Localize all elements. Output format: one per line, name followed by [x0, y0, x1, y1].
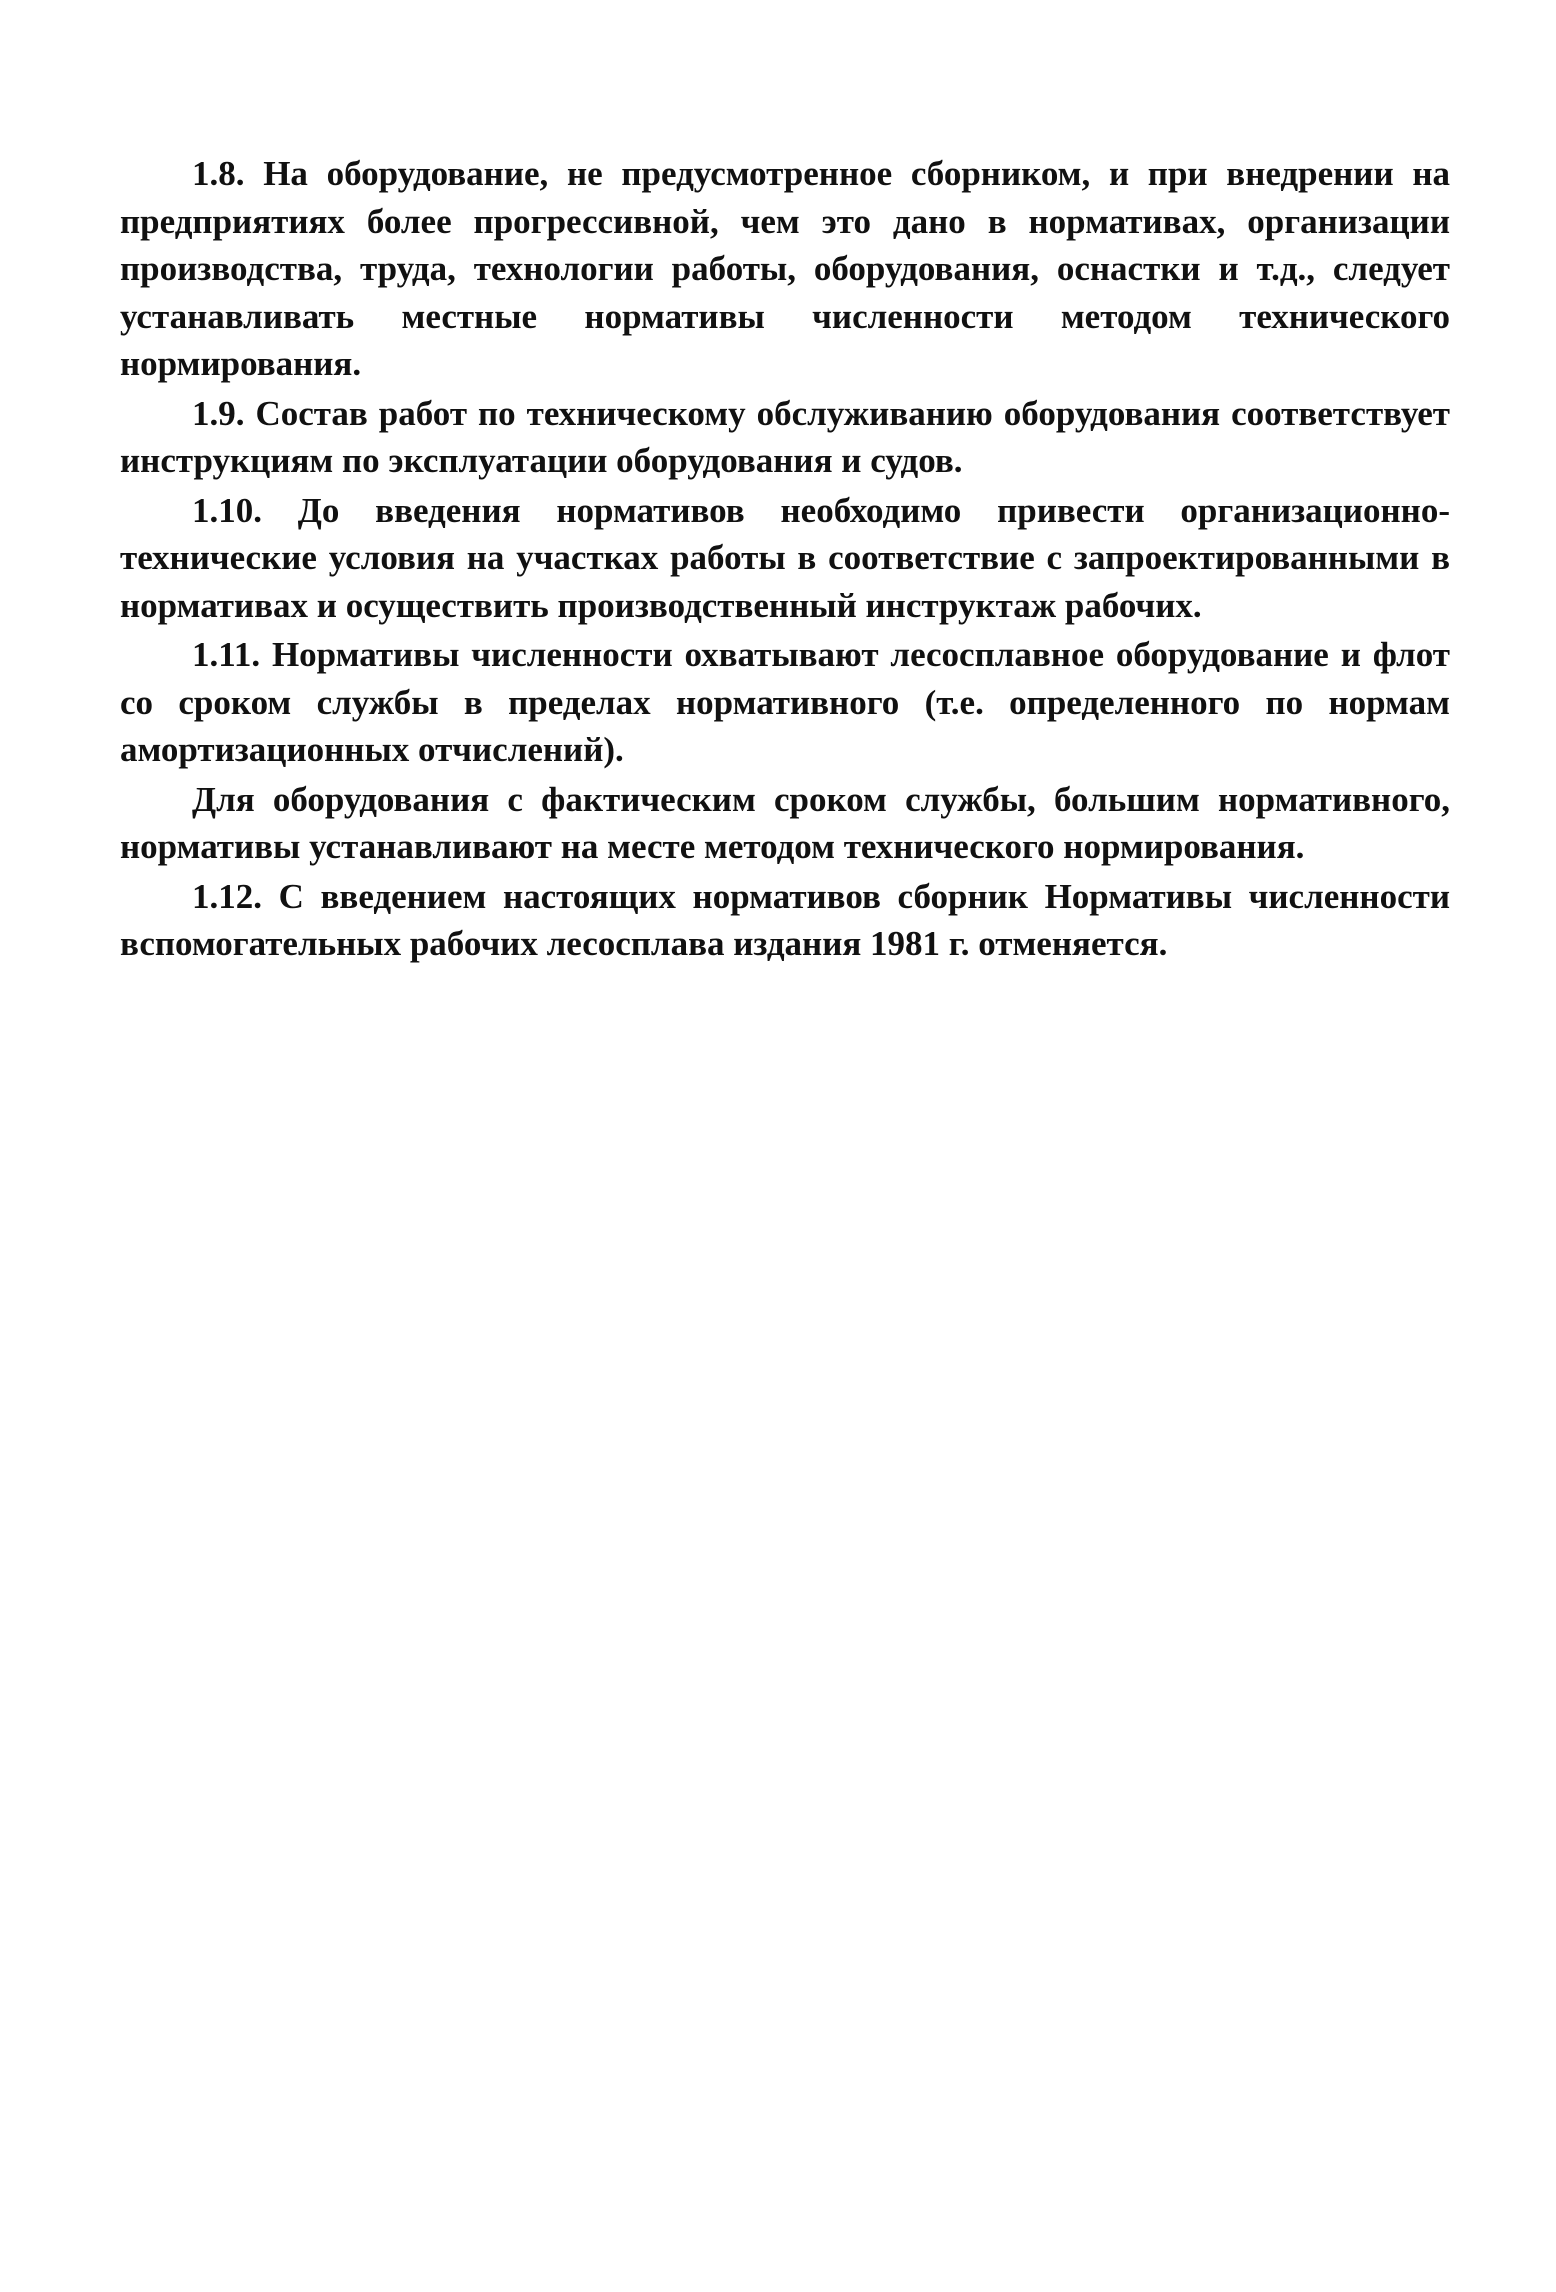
paragraph-1-12: 1.12. С введением настоящих нормативов сборник Нормативы численности вспомогательных рабочих лесосплава издания 1981 г. отменяется.	[120, 876, 1450, 963]
paragraph-1-10: 1.10. До введения нормативов необходимо привести организационно-технические условия на участках работы в соответствие с запроектированными в нормативах и осуществить производственный инструктаж рабочих.	[120, 490, 1450, 625]
paragraph-1-8: 1.8. На оборудование, не предусмотренное сборником, и при внедрении на предприятиях более прогрессивной, чем это дано в нормативах, организации производства, труда, технологии работы, оборудования, оснастки и т.д., следует устанавливать местные нормативы численности методом технического нормирования.	[120, 154, 1450, 383]
document-body	[120, 150, 1450, 968]
paragraph-1-11-continuation: Для оборудования с фактическим сроком службы, большим нормативного, нормативы устанавливают на месте методом технического нормирования.	[120, 779, 1450, 866]
paragraph-1-11: 1.11. Нормативы численности охватывают лесосплавное оборудование и флот со сроком службы в пределах нормативного (т.е. определенного по нормам амортизационных отчислений).	[120, 635, 1450, 769]
paragraph-1-9: 1.9. Состав работ по техническому обслуживанию оборудования соответствует инструкциям по эксплуатации оборудования и судов.	[120, 393, 1450, 480]
